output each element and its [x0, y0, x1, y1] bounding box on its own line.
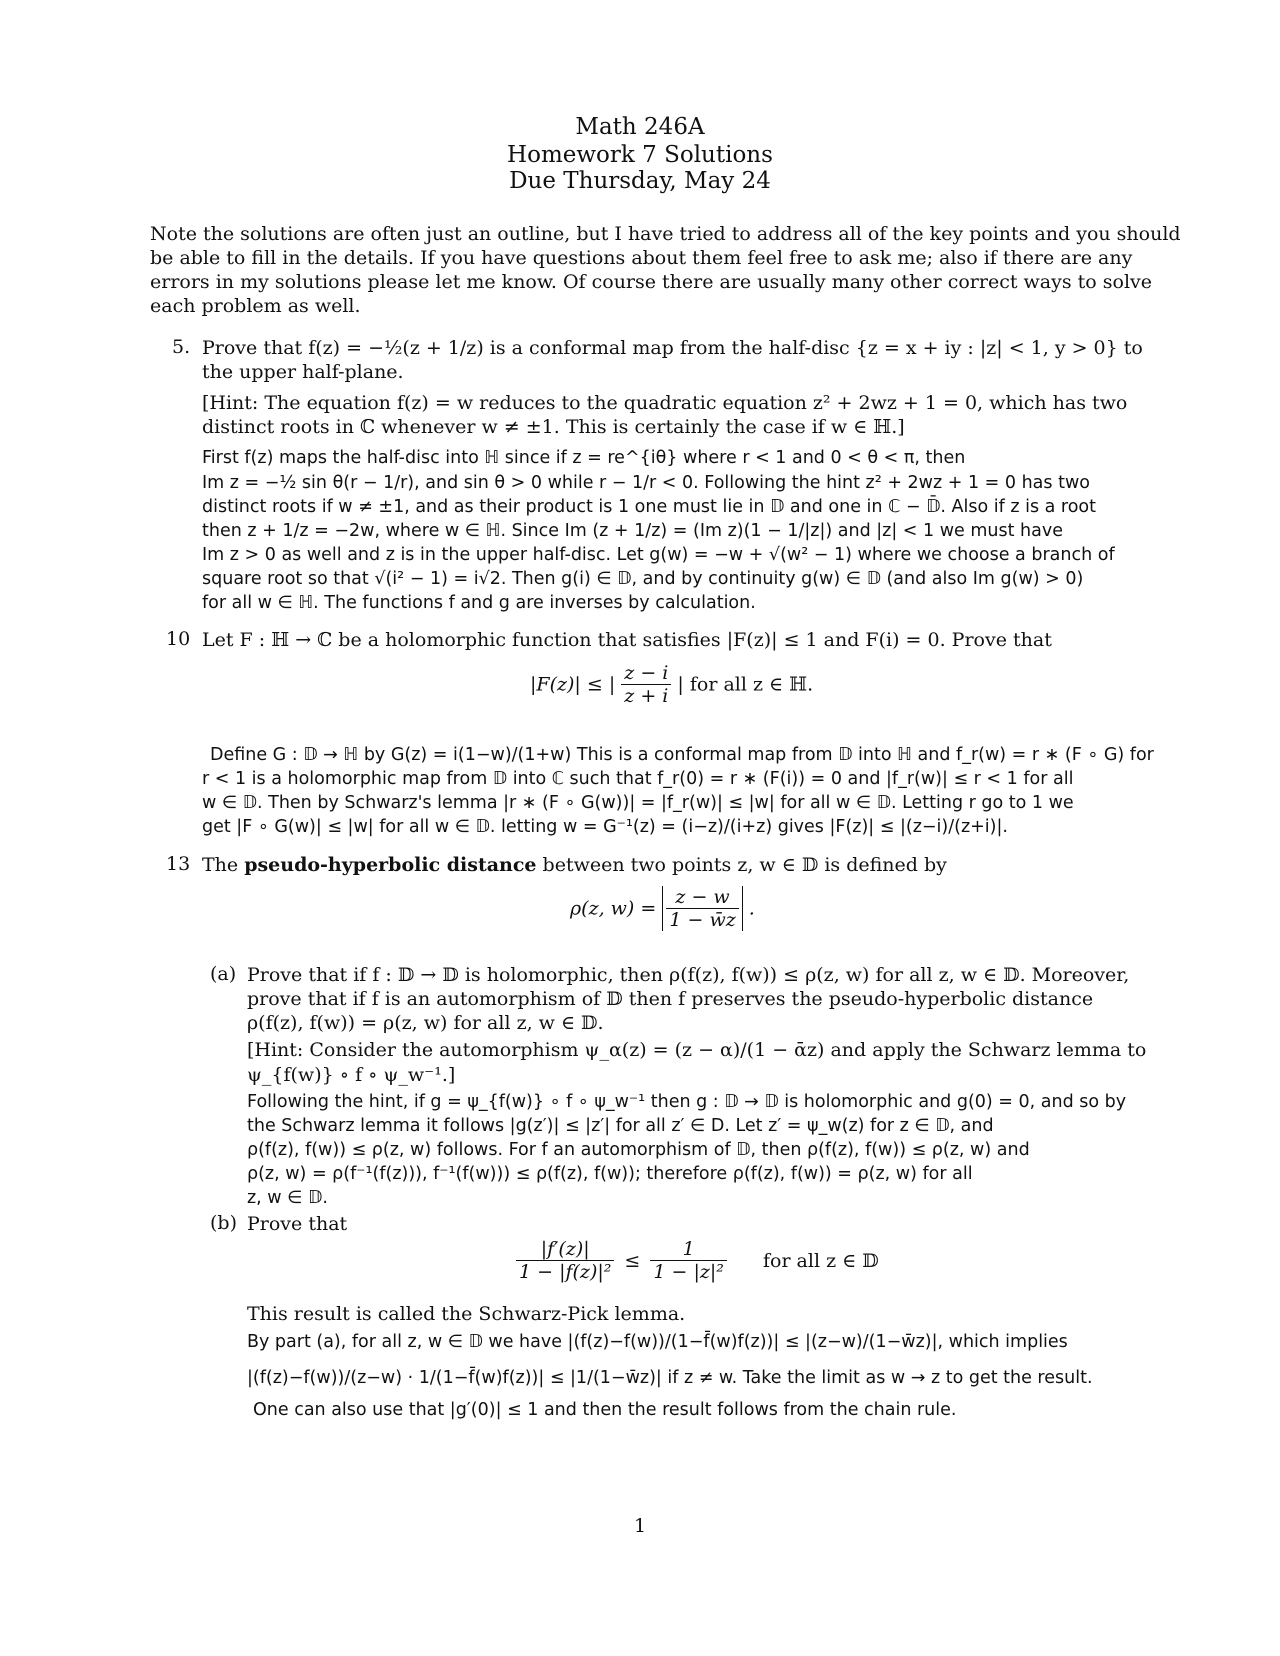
fraction-denominator: 1 − w̄z: [666, 908, 738, 931]
statement-line: Prove that if f : 𝔻 → 𝔻 is holomorphic, then ρ(f(z), f(w)) ≤ ρ(z, w) for all z, w ∈ 𝔻. Moreover,: [247, 964, 1130, 986]
solution-line: the Schwarz lemma it follows |g(z′)| ≤ |z′| for all z′ ∈ D. Let z′ = ψ_w(z) for z ∈ 𝔻, and: [247, 1116, 994, 1136]
due-date: Due Thursday, May 24: [509, 168, 771, 194]
part-b-note: This result is called the Schwarz-Pick lemma.: [247, 1303, 686, 1325]
fraction-numerator: 1: [682, 1238, 695, 1260]
document-title: Homework 7 Solutions: [507, 142, 773, 168]
fraction-numerator: z − i: [624, 662, 669, 684]
solution-line: |(f(z)−f(w))/(z−w) · 1/(1−f̄(w)f(z))| ≤ |1/(1−w̄z)| if z ≠ w. Take the limit as w → z to get the result.: [247, 1368, 1093, 1388]
solution-line: then z + 1/z = −2w, where w ∈ ℍ. Since Im (z + 1/z) = (Im z)(1 − 1/|z|) and |z| < 1 we must have: [202, 521, 1063, 541]
solution-line: ρ(f(z), f(w)) ≤ ρ(z, w) follows. For f an automorphism of 𝔻, then ρ(f(z), f(w)) ≤ ρ(z, w) and: [247, 1140, 1030, 1160]
intro-line: each problem as well.: [150, 295, 361, 317]
problem-13-number: 13: [166, 853, 191, 875]
solution-line: r < 1 is a holomorphic map from 𝔻 into ℂ such that f_r(0) = r ∗ (F(i)) = 0 and |f_r(w)| ≤ r < 1 for all: [202, 769, 1074, 789]
defined-term: pseudo-hyperbolic distance: [244, 854, 537, 876]
equation-lhs: ρ(z, w) =: [570, 897, 663, 920]
fraction-denominator: z + i: [621, 684, 671, 707]
fraction-denominator: 1 − |f(z)|²: [516, 1260, 614, 1283]
intro-line: be able to fill in the details. If you have questions about them feel free to ask me; also if there are any: [150, 247, 1133, 269]
solution-line: Following the hint, if g = ψ_{f(w)} ∘ f ∘ ψ_w⁻¹ then g : 𝔻 → 𝔻 is holomorphic and g(0) = 0, and so by: [247, 1092, 1127, 1112]
hint-line: [Hint: The equation f(z) = w reduces to the quadratic equation z² + 2wz + 1 = 0, which has two: [202, 392, 1128, 414]
equation-fraction-right: [650, 1238, 727, 1283]
leq-sign: ≤: [624, 1249, 641, 1272]
solution-line: z, w ∈ 𝔻.: [247, 1188, 328, 1208]
solution-line: Im z = −½ sin θ(r − 1/r), and sin θ > 0 while r − 1/r < 0. Following the hint z² + 2wz + 1 = 0 has two: [202, 473, 1090, 493]
equation-end: .: [748, 897, 755, 920]
part-b-display-equation: [516, 1238, 879, 1283]
problem-10-statement: Let F : ℍ → ℂ be a holomorphic function that satisfies |F(z)| ≤ 1 and F(i) = 0. Prove that: [202, 629, 1052, 651]
solution-line: square root so that √(i² − 1) = i√2. Then g(i) ∈ 𝔻, and by continuity g(w) ∈ 𝔻 (and also Im g(w) > 0): [202, 569, 1084, 589]
problem-13-statement: [202, 853, 947, 878]
problem-13-display-equation: [570, 886, 755, 931]
problem-10-number: 10: [166, 628, 191, 650]
equation-fraction-left: [516, 1238, 614, 1283]
problem-10-display-equation: [530, 662, 813, 707]
equation-fraction: [666, 886, 738, 931]
absolute-value-bars: [662, 886, 742, 931]
fraction-numerator: z − w: [675, 886, 730, 908]
intro-line: Note the solutions are often just an outline, but I have tried to address all of the key points and you should: [150, 223, 1181, 245]
hint-line: distinct roots in ℂ whenever w ≠ ±1. This is certainly the case if w ∈ ℍ.]: [202, 416, 905, 438]
equation-lhs: |F(z)| ≤ |: [530, 673, 616, 696]
solution-line: ρ(z, w) = ρ(f⁻¹(f(z))), f⁻¹(f(w))) ≤ ρ(f(z), f(w)); therefore ρ(f(z), f(w)) = ρ(z, w) for all: [247, 1164, 973, 1184]
solution-line: First f(z) maps the half-disc into ℍ since if z = re^{iθ} where r < 1 and 0 < θ < π, then: [202, 448, 966, 468]
solution-line: Im z > 0 as well and z is in the upper half-disc. Let g(w) = −w + √(w² − 1) where we choose a branch of: [202, 545, 1115, 565]
equation-fraction: [621, 662, 671, 707]
part-a-label: (a): [210, 963, 237, 985]
statement-line: Prove that f(z) = −½(z + 1/z) is a conformal map from the half-disc {z = x + iy : |z| < 1, y > 0} to: [202, 337, 1143, 359]
hint-line: ψ_{f(w)} ∘ f ∘ ψ_w⁻¹.]: [247, 1064, 456, 1086]
part-b-statement: Prove that: [247, 1213, 348, 1235]
equation-tail: for all z ∈ 𝔻: [762, 1249, 879, 1272]
solution-line: One can also use that |g′(0)| ≤ 1 and then the result follows from the chain rule.: [253, 1400, 957, 1420]
solution-line: get |F ∘ G(w)| ≤ |w| for all w ∈ 𝔻. letting w = G⁻¹(z) = (i−z)/(i+z) gives |F(z)| ≤ |(z−i)/(z+i)|.: [202, 817, 1008, 837]
fraction-denominator: 1 − |z|²: [650, 1260, 727, 1283]
page-number: 1: [633, 1515, 647, 1537]
statement-line: the upper half-plane.: [202, 361, 404, 383]
statement-line: ρ(f(z), f(w)) = ρ(z, w) for all z, w ∈ 𝔻.: [247, 1012, 604, 1034]
equation-rhs: | for all z ∈ ℍ.: [677, 673, 814, 696]
statement-line: prove that if f is an automorphism of 𝔻 then f preserves the pseudo-hyperbolic distance: [247, 988, 1094, 1010]
hint-line: [Hint: Consider the automorphism ψ_α(z) = (z − α)/(1 − ᾱz) and apply the Schwarz lemma to: [247, 1039, 1147, 1061]
statement-text: The: [202, 854, 245, 876]
statement-text: between two points z, w ∈ 𝔻 is defined by: [536, 854, 947, 876]
solution-line: Define G : 𝔻 → ℍ by G(z) = i(1−w)/(1+w) This is a conformal map from 𝔻 into ℍ and f_r(w) = r ∗ (F ∘ G) for: [210, 745, 1154, 765]
part-b-label: (b): [210, 1212, 237, 1234]
fraction-numerator: |f′(z)|: [540, 1238, 590, 1260]
solution-line: distinct roots if w ≠ ±1, and as their product is 1 one must lie in 𝔻 and one in ℂ − 𝔻̄. Also if z is a root: [202, 497, 1096, 517]
solution-line: for all w ∈ ℍ. The functions f and g are inverses by calculation.: [202, 593, 756, 613]
solution-line: w ∈ 𝔻. Then by Schwarz's lemma |r ∗ (F ∘ G(w))| = |f_r(w)| ≤ |w| for all w ∈ 𝔻. Letting r go to 1 we: [202, 793, 1074, 813]
solution-line: By part (a), for all z, w ∈ 𝔻 we have |(f(z)−f(w))/(1−f̄(w)f(z))| ≤ |(z−w)/(1−w̄z)|, which implies: [247, 1332, 1068, 1352]
problem-5-number: 5.: [172, 336, 191, 358]
course-title: Math 246A: [575, 114, 705, 140]
intro-line: errors in my solutions please let me know. Of course there are usually many other correct ways to solve: [150, 271, 1153, 293]
